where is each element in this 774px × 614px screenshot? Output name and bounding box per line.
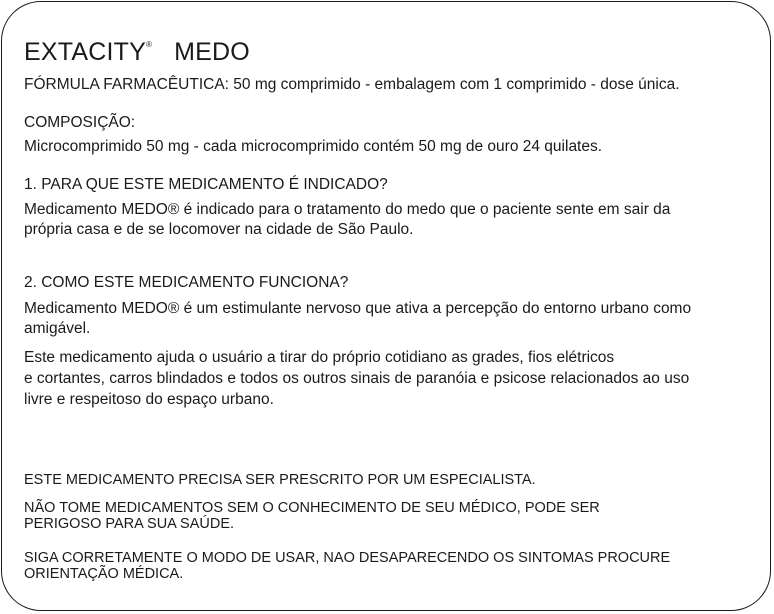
composition-heading: COMPOSIÇÃO:	[24, 114, 136, 131]
brand-name: EXTACITY	[24, 38, 146, 66]
warning-doctor-line2: PERIGOSO PARA SUA SAÚDE.	[24, 516, 235, 532]
section2-p2-line1: Este medicamento ajuda o usuário a tirar do próprio cotidiano as grades, fios elétricos	[24, 349, 615, 366]
section2-p1-line1: Medicamento MEDO® é um estimulante nervoso que ativa a percepção do entorno urbano como	[24, 300, 692, 317]
section1-line1: Medicamento MEDO® é indicado para o tratamento do medo que o paciente sente em sair da	[24, 201, 671, 218]
product-title	[24, 38, 250, 67]
warning-usage-line2: ORIENTAÇÃO MÉDICA.	[24, 566, 184, 582]
formula-line: FÓRMULA FARMACÊUTICA: 50 mg comprimido - embalagem com 1 comprimido - dose única.	[24, 76, 680, 93]
section1-line2: própria casa e de se locomover na cidade de São Paulo.	[24, 221, 414, 238]
section2-heading: 2. COMO ESTE MEDICAMENTO FUNCIONA?	[24, 274, 349, 291]
section1-heading: 1. PARA QUE ESTE MEDICAMENTO É INDICADO?	[24, 176, 388, 193]
section2-p2-line3: livre e respeitoso do espaço urbano.	[24, 391, 274, 408]
warning-doctor-line1: NÃO TOME MEDICAMENTOS SEM O CONHECIMENTO DE SEU MÉDICO, PODE SER	[24, 500, 600, 516]
registered-mark: ®	[146, 39, 153, 49]
product-name: MEDO	[174, 38, 250, 66]
warning-prescription: ESTE MEDICAMENTO PRECISA SER PRESCRITO POR UM ESPECIALISTA.	[24, 472, 536, 488]
composition-text: Microcomprimido 50 mg - cada microcomprimido contém 50 mg de ouro 24 quilates.	[24, 138, 603, 155]
section2-p1-line2: amigável.	[24, 320, 91, 337]
warning-usage-line1: SIGA CORRETAMENTE O MODO DE USAR, NAO DESAPARECENDO OS SINTOMAS PROCURE	[24, 550, 671, 566]
section2-p2-line2: e cortantes, carros blindados e todos os outros sinais de paranóia e psicose relacionados ao uso	[24, 370, 690, 387]
